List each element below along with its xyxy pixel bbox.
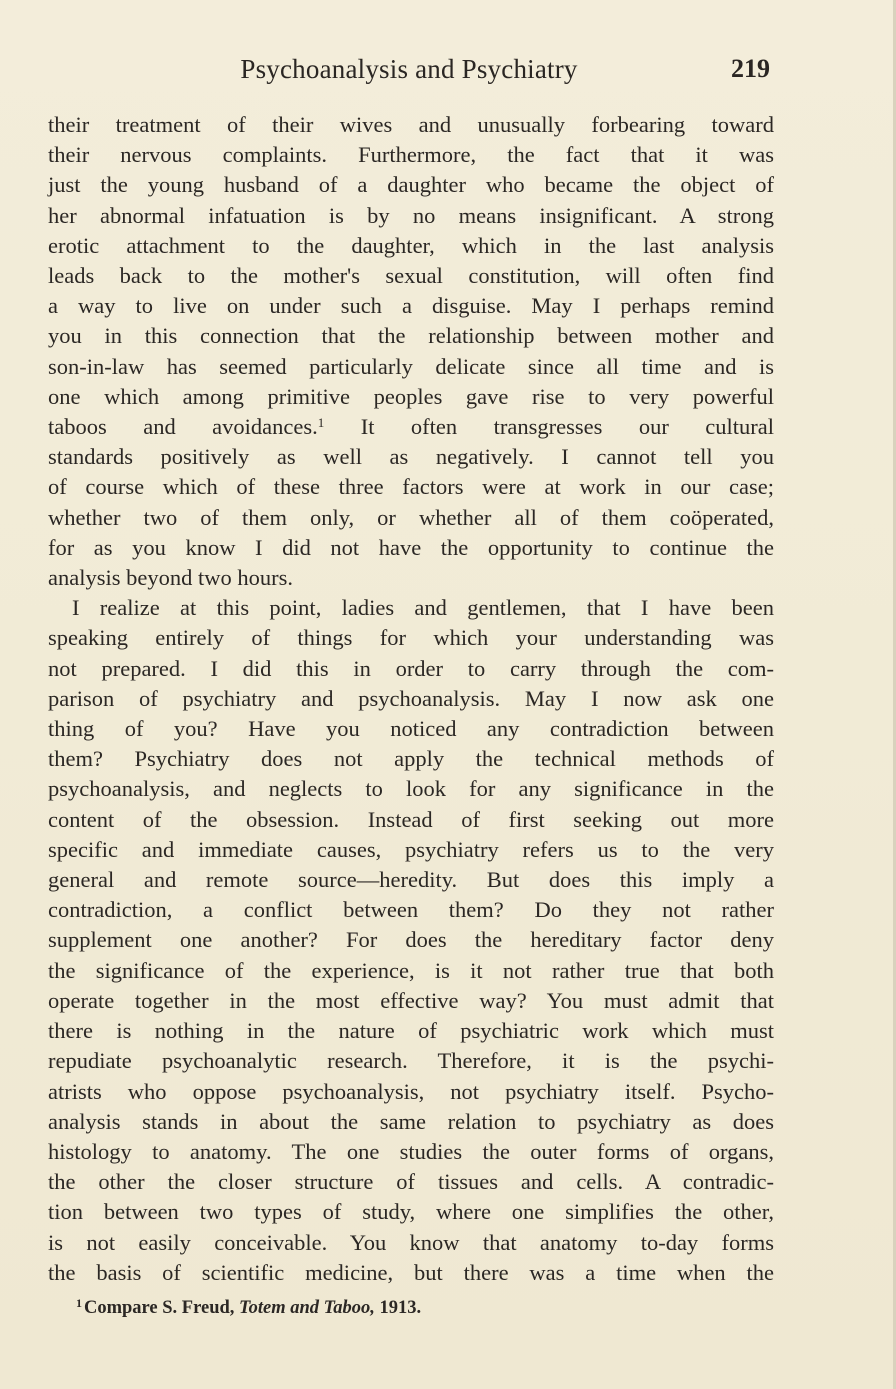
footnote-marker: 1 [76, 1296, 82, 1310]
text-line: the basis of scientific medicine, but there was a time when the [48, 1259, 774, 1285]
footnote-reference: 1 [317, 415, 325, 431]
text-line: analysis stands in about the same relation to psychiatry as does [48, 1108, 774, 1134]
text-line: speaking entirely of things for which your understanding was [48, 625, 774, 651]
running-head: Psychoanalysis and Psychiatry [240, 54, 578, 84]
text-line: the other the closer structure of tissues and cells. A contradic- [48, 1169, 774, 1195]
text-line: content of the obsession. Instead of first seeking out more [48, 806, 774, 832]
text-line: there is nothing in the nature of psychiatric work which must [48, 1018, 774, 1044]
text-line: you in this connection that the relationship between mother and [48, 323, 774, 349]
text-fragment: taboos and avoidances. [48, 414, 318, 440]
page-number: 219 [731, 54, 770, 83]
text-line: them? Psychiatry does not apply the technical methods of [48, 746, 774, 772]
text-line: leads back to the mother's sexual constitution, will often find [48, 263, 774, 289]
text-line: repudiate psychoanalytic research. Therefore, it is the psychi- [48, 1048, 774, 1074]
text-line: parison of psychiatry and psychoanalysis. May I now ask one [48, 685, 774, 711]
text-line: son-in-law has seemed particularly delicate since all time and is [48, 353, 774, 379]
text-line: supplement one another? For does the hereditary factor deny [48, 927, 774, 953]
text-fragment: It often transgresses our cultural [360, 414, 774, 440]
text-line: standards positively as well as negatively. I cannot tell you [48, 444, 774, 470]
text-line: general and remote source—heredity. But does this imply a [48, 867, 774, 893]
text-line: one which among primitive peoples gave rise to very powerful [48, 383, 774, 409]
text-line: her abnormal infatuation is by no means insignificant. A strong [48, 202, 774, 228]
text-line: contradiction, a conflict between them? Do they not rather [48, 897, 774, 923]
text-line: tion between two types of study, where one simplifies the other, [48, 1199, 774, 1225]
text-line: erotic attachment to the daughter, which in the last analysis [48, 232, 774, 258]
text-line: specific and immediate causes, psychiatry refers us to the very [48, 836, 774, 862]
footnote [76, 1296, 421, 1319]
text-line: the significance of the experience, is it not rather true that both [48, 957, 774, 983]
text-line: atrists who oppose psychoanalysis, not psychiatry itself. Psycho- [48, 1078, 774, 1104]
body-text [48, 110, 774, 1288]
text-line: operate together in the most effective way? You must admit that [48, 987, 774, 1013]
text-line: a way to live on under such a disguise. May I perhaps remind [48, 293, 774, 319]
text-line: histology to anatomy. The one studies the outer forms of organs, [48, 1138, 774, 1164]
text-line: for as you know I did not have the opportunity to continue the [48, 534, 774, 560]
text-line: of course which of these three factors were at work in our case; [48, 474, 774, 500]
text-line-with-footnote [48, 412, 774, 442]
footnote-prefix: Compare S. Freud, [84, 1298, 240, 1318]
text-line: analysis beyond two hours. [48, 565, 293, 591]
text-line: their nervous complaints. Furthermore, the fact that it was [48, 142, 774, 168]
footnote-title: Totem and Taboo, [239, 1298, 375, 1318]
text-line: just the young husband of a daughter who became the object of [48, 172, 774, 198]
text-line: whether two of them only, or whether all of them coöperated, [48, 504, 774, 530]
text-line: is not easily conceivable. You know that anatomy to-day forms [48, 1229, 774, 1255]
footnote-suffix: 1913. [374, 1298, 422, 1318]
page-header [48, 54, 770, 90]
text-line: not prepared. I did this in order to carry through the com- [48, 655, 774, 681]
text-line: thing of you? Have you noticed any contradiction between [48, 716, 774, 742]
text-line: I realize at this point, ladies and gentlemen, that I have been [72, 595, 774, 621]
text-line: psychoanalysis, and neglects to look for any significance in the [48, 776, 774, 802]
text-line: their treatment of their wives and unusually forbearing toward [48, 112, 774, 137]
